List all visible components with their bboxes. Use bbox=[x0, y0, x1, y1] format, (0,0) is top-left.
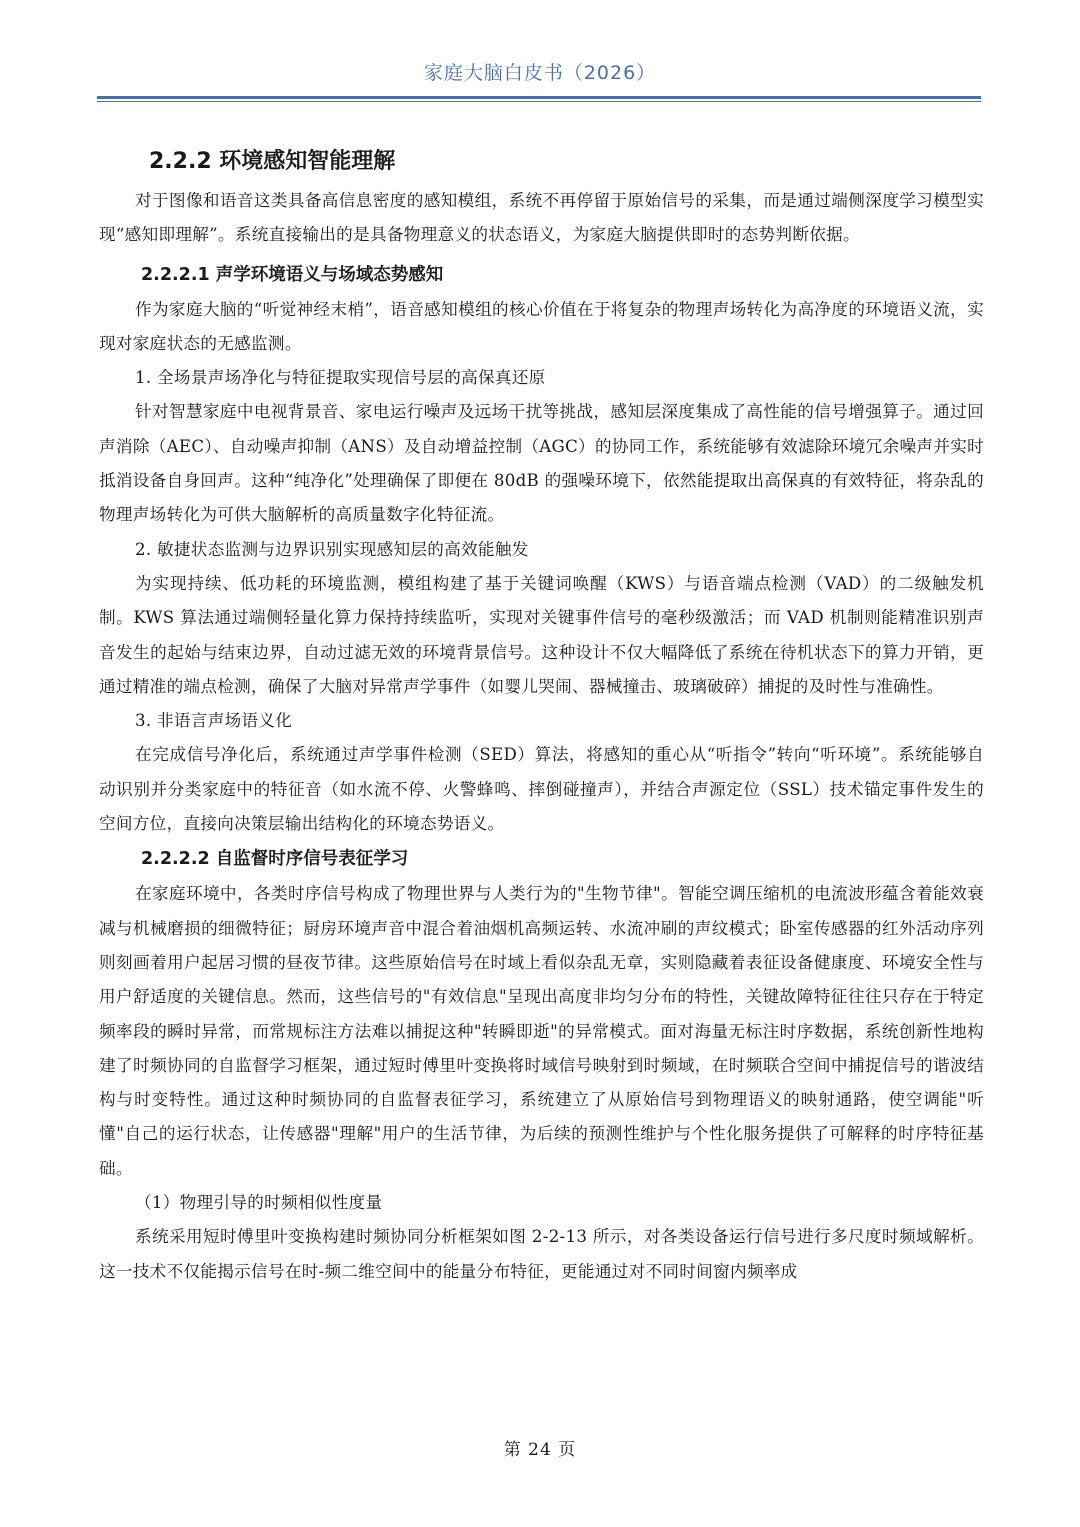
list-item-title: 3. 非语言声场语义化 bbox=[135, 711, 293, 731]
page-content bbox=[99, 140, 984, 1289]
section-title: 2.2.2 环境感知智能理解 bbox=[149, 149, 396, 174]
section-intro: 对于图像和语音这类具备高信息密度的感知模组，系统不再停留于原始信号的采集，而是通过端侧深度学习模型实现“感知即理解”。系统直接输出的是具备物理意义的状态语义，为家庭大脑提供即时的态势判断依据。 bbox=[99, 191, 984, 245]
page-number: 第 24 页 bbox=[503, 1440, 577, 1460]
list-item-body: 系统采用短时傅里叶变换构建时频协同分析框架如图 2-2-13 所示，对各类设备运行信号进行多尺度时频域解析。这一技术不仅能揭示信号在时-频二维空间中的能量分布特征，更能通过对不同时间窗内频率成 bbox=[99, 1227, 984, 1281]
header-rule-thin bbox=[97, 101, 981, 102]
subsection-intro-acoustic: 作为家庭大脑的“听觉神经末梢”，语音感知模组的核心价值在于将复杂的物理声场转化为高净度的环境语义流，实现对家庭状态的无感监测。 bbox=[99, 299, 984, 353]
list-item-body: 针对智慧家庭中电视背景音、家电运行噪声及远场干扰等挑战，感知层深度集成了高性能的信号增强算子。通过回声消除（AEC）、自动噪声抑制（ANS）及自动增益控制（AGC）的协同工作，系统能够有效滤除环境冗余噪声并实时抵消设备自身回声。这种“纯净化”处理确保了即便在 80dB 的强噪环境下，依然能提取出高保真的有效特征，将杂乱的物理声场转化为可供大脑解析的高质量数字化特征流。 bbox=[99, 402, 984, 525]
list-item-title: 1. 全场景声场净化与特征提取实现信号层的高保真还原 bbox=[135, 368, 546, 388]
subsection-body-timeseries: 在家庭环境中，各类时序信号构成了物理世界与人类行为的"生物节律"。智能空调压缩机的电流波形蕴含着能效衰减与机械磨损的细微特征；厨房环境声音中混合着油烟机高频运转、水流冲刷的声纹模式；卧室传感器的红外活动序列则刻画着用户起居习惯的昼夜节律。这些原始信号在时域上看似杂乱无章，实则隐藏着表征设备健康度、环境安全性与用户舒适度的关键信息。然而，这些信号的"有效信息"呈现出高度非均匀分布的特性，关键故障特征往往只存在于特定频率段的瞬时异常，而常规标注方法难以捕捉这种"转瞬即逝"的异常模式。面对海量无标注时序数据，系统创新性地构建了时频协同的自监督学习框架，通过短时傅里叶变换将时域信号映射到时频域，在时频联合空间中捕捉信号的谐波结构与时变特性。通过这种时频协同的自监督表征学习，系统建立了从原始信号到物理语义的映射通路，使空调能"听懂"自己的运行状态，让传感器"理解"用户的生活节律，为后续的预测性维护与个性化服务提供了可解释的时序特征基础。 bbox=[99, 884, 984, 1178]
list-item-title: 2. 敏捷状态监测与边界识别实现感知层的高效能触发 bbox=[135, 539, 529, 559]
subsection-title-acoustic: 2.2.2.1 声学环境语义与场域态势感知 bbox=[141, 264, 444, 285]
list-item-title: （1）物理引导的时频相似性度量 bbox=[135, 1193, 383, 1213]
header-title: 家庭大脑白皮书（2026） bbox=[423, 62, 657, 84]
list-item-body: 为实现持续、低功耗的环境监测，模组构建了基于关键词唤醒（KWS）与语音端点检测（VAD）的二级触发机制。KWS 算法通过端侧轻量化算力保持持续监听，实现对关键事件信号的毫秒级激活；而 VAD 机制则能精准识别声音发生的起始与结束边界，自动过滤无效的环境背景信号。这种设计不仅大幅降低了系统在待机状态下的算力开销，更通过精准的端点检测，确保了大脑对异常声学事件（如婴儿哭闹、器械撞击、玻璃破碎）捕捉的及时性与准确性。 bbox=[99, 573, 984, 696]
subsection-title-timeseries: 2.2.2.2 自监督时序信号表征学习 bbox=[141, 849, 409, 870]
list-item-body: 在完成信号净化后，系统通过声学事件检测（SED）算法，将感知的重心从“听指令”转向“听环境”。系统能够自动识别并分类家庭中的特征音（如水流不停、火警蜂鸣、摔倒碰撞声），并结合声源定位（SSL）技术锚定事件发生的空间方位，直接向决策层输出结构化的环境态势语义。 bbox=[99, 745, 984, 834]
header-rule bbox=[97, 96, 981, 99]
